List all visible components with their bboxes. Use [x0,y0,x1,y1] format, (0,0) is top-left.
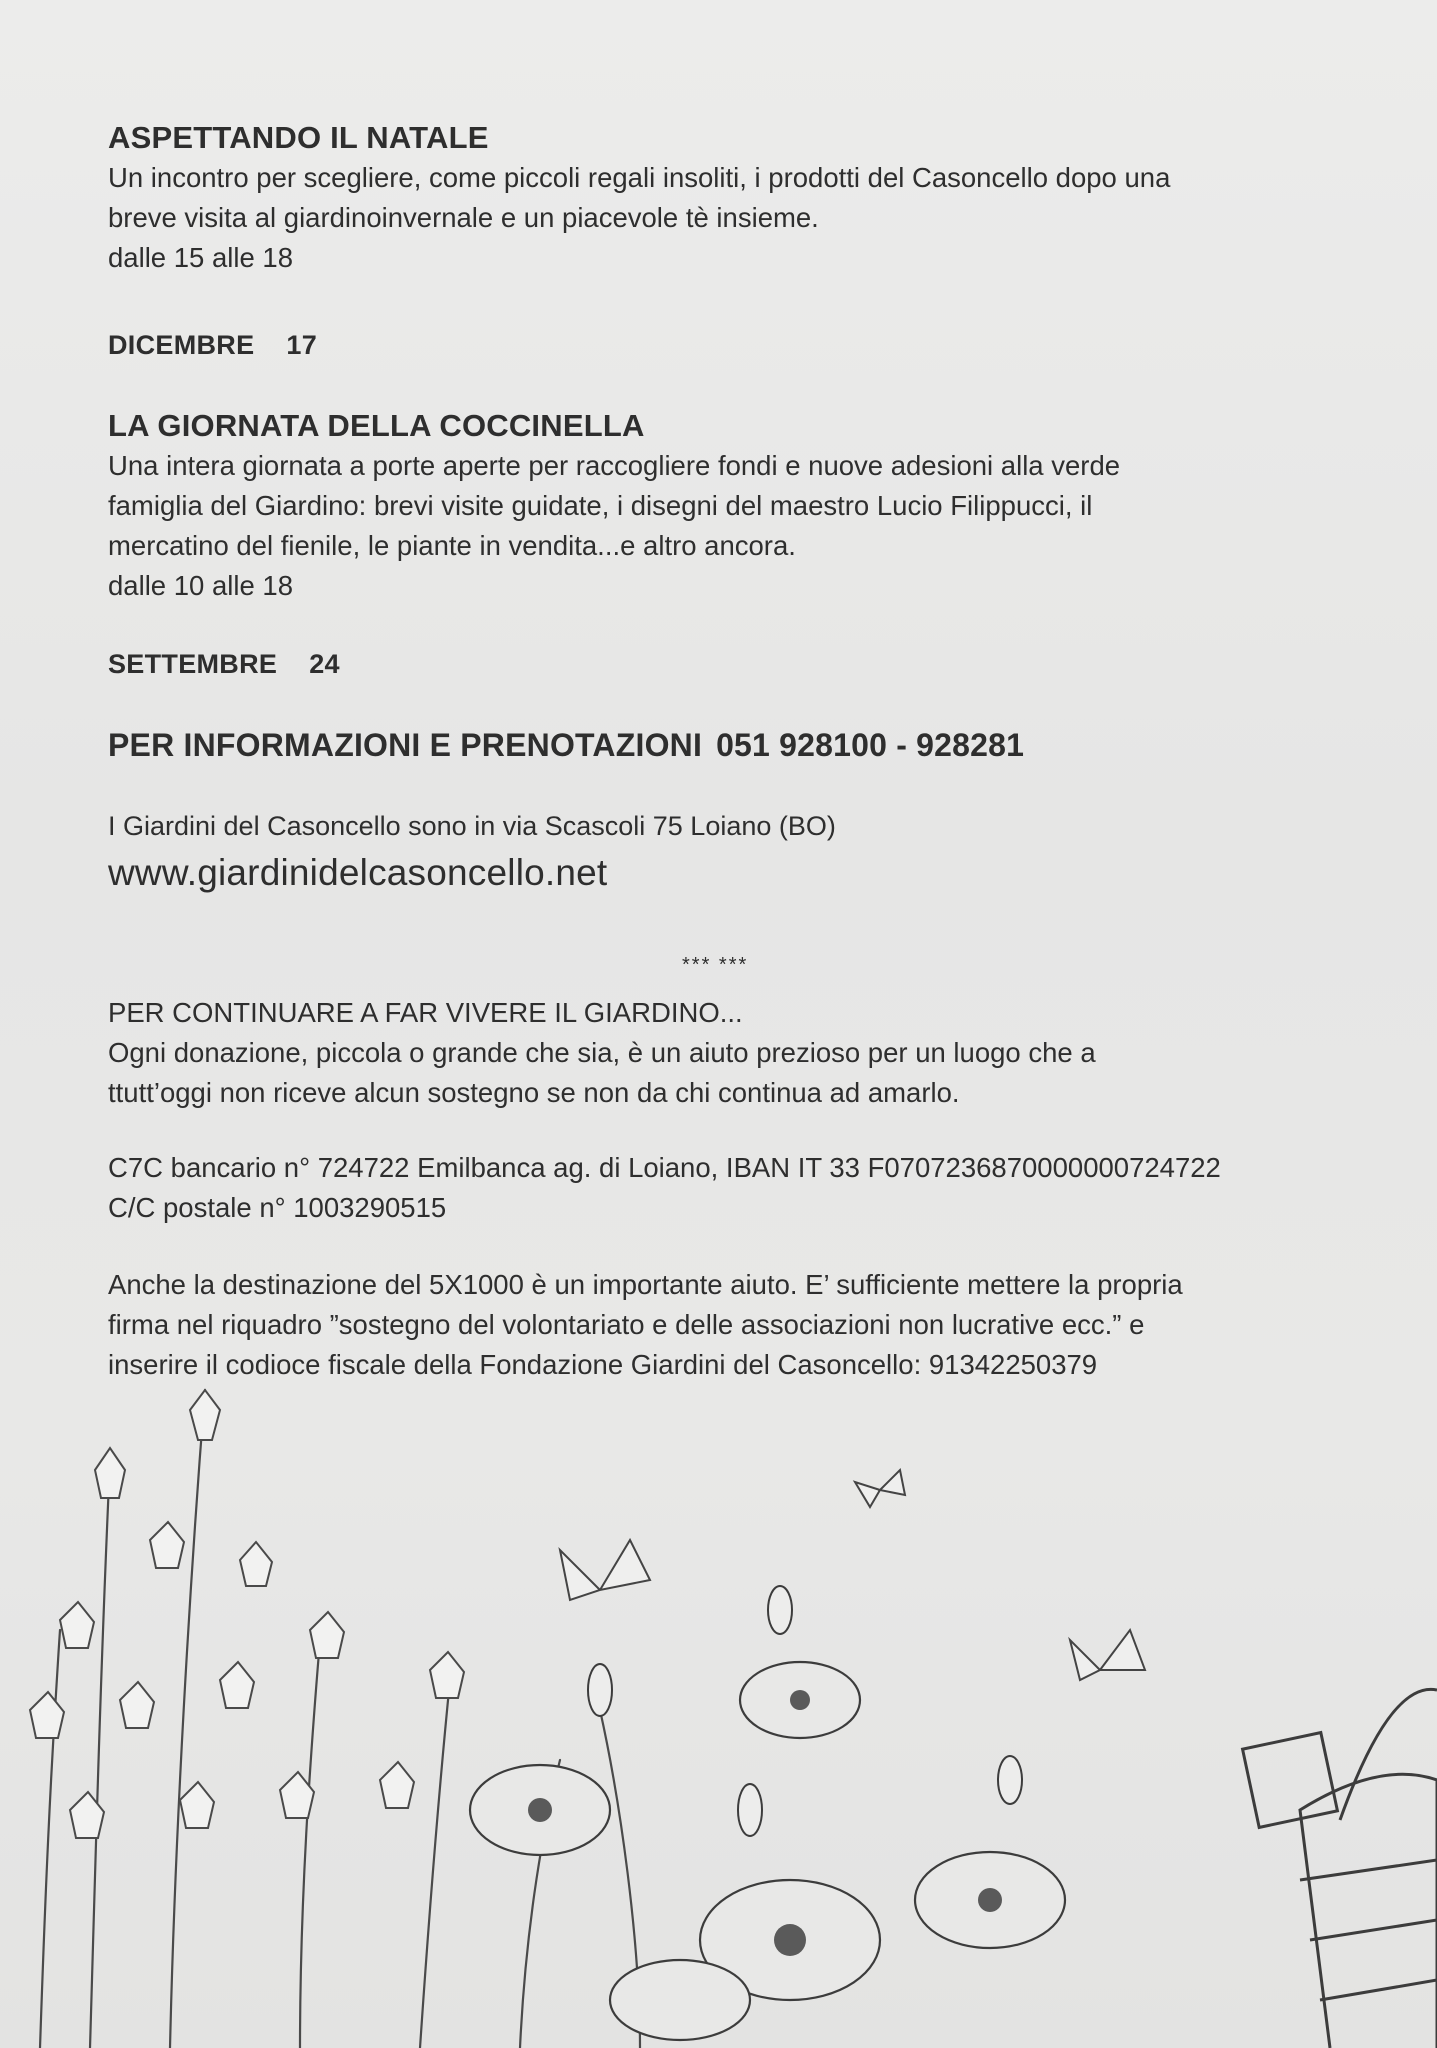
stem-line [90,1460,110,2048]
event-date-coccinella [108,649,340,680]
event-title: LA GIORNATA DELLA COCCINELLA [108,408,645,443]
event-month: SETTEMBRE [108,649,278,679]
event-day: 17 [286,330,318,360]
event-description-line: Una intera giornata a porte aperte per raccogliere fondi e nuove adesioni alla verde [108,450,1121,481]
event-month: DICEMBRE [108,330,255,360]
event-description-line: famiglia del Giardino: brevi visite guidate, i disegni del maestro Lucio Filippucci, il [108,490,1093,521]
garden-illustration [0,1380,1437,2048]
separator: *** *** [682,954,749,976]
event-title: ASPETTANDO IL NATALE [108,120,489,155]
event-natale [108,120,1170,278]
donation-section [108,993,1096,1113]
event-description-line: Un incontro per scegliere, come piccoli regali insoliti, i prodotti del Casoncello dopo una [108,162,1171,193]
bank-account: C7C bancario n° 724722 Emilbanca ag. di Loiano, IBAN IT 33 F0707236870000000724722 [108,1152,1221,1183]
info-heading [108,727,1024,764]
event-description-line: mercatino del fienile, le piante in vendita...e altro ancora. [108,530,796,561]
address: I Giardini del Casoncello sono in via Scascoli 75 Loiano (BO) [108,811,836,841]
event-date-natale [108,330,317,361]
donation-line: Ogni donazione, piccola o grande che sia, è un aiuto prezioso per un luogo che a [108,1037,1096,1068]
donation-line: ttutt’oggi non riceve alcun sostegno se non da chi continua ad amarlo. [108,1077,960,1108]
event-coccinella [108,408,1120,606]
five-x-1000-line: Anche la destinazione del 5X1000 è un importante aiuto. E’ sufficiente mettere la propria [108,1269,1183,1300]
five-x-1000-line: firma nel riquadro ”sostegno del volontariato e delle associazioni non lucrative ecc.” e [108,1309,1145,1340]
phone-number: 051 928100 - 928281 [716,727,1025,763]
event-day: 24 [309,649,340,679]
five-x-1000 [108,1265,1183,1385]
bank-details [108,1148,1221,1228]
event-description-line: breve visita al giardinoinvernale e un piacevole tè insieme. [108,202,819,233]
donation-heading: PER CONTINUARE A FAR VIVERE IL GIARDINO... [108,997,743,1028]
butterfly-icon [855,1470,905,1507]
event-hours: dalle 15 alle 18 [108,242,294,273]
info-label: PER INFORMAZIONI E PRENOTAZIONI [108,727,703,763]
event-hours: dalle 10 alle 18 [108,570,294,601]
postal-account: C/C postale n° 1003290515 [108,1192,447,1223]
five-x-1000-line: inserire il codioce fiscale della Fondazione Giardini del Casoncello: 91342250379 [108,1349,1098,1380]
website: www.giardinidelcasoncello.net [108,852,608,893]
